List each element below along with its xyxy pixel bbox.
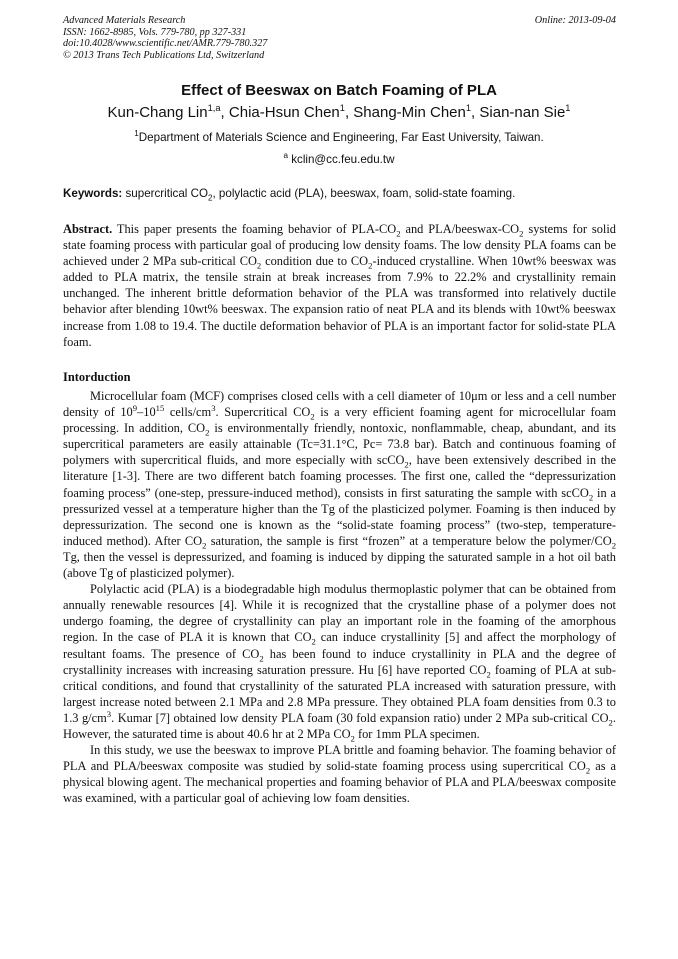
paragraph-subscript: 2: [259, 652, 264, 663]
paragraph-text: . Kumar [7] obtained low density PLA foam (30 fold expansion ratio) under 2 MPa sub-critical CO: [111, 710, 609, 725]
paragraph-superscript: 15: [155, 402, 165, 413]
paragraph-subscript: 2: [486, 669, 491, 680]
paragraph-subscript: 2: [585, 765, 591, 776]
paragraph-text: Microcellular foam (MCF) comprises closed cells with a cell diameter of 10μm or less and a cell number density of 10: [63, 389, 616, 420]
abstract-label: Abstract.: [63, 222, 113, 236]
author-separator: ,: [344, 104, 354, 121]
intro-paragraph: [63, 388, 616, 581]
introduction-body: [63, 388, 616, 806]
affiliation-text: Department of Materials Science and Engineering, Far East University, Taiwan.: [138, 131, 544, 144]
abstract: [63, 221, 616, 350]
paragraph-text: –10: [137, 405, 156, 420]
author-separator: ,: [471, 104, 480, 121]
abstract-subscript: 2: [519, 228, 524, 239]
paragraph-text: is environmentally friendly, nontoxic, nonflammable, cheap, abundant, and its supercritical parameters are easily attainable (Tc=31.1°C, Pc= 73.8 bar). Batch and continuous foaming of polymers with supercritical fluids, and more especially with scCO: [63, 421, 617, 468]
author-affiliation-mark: 1: [465, 103, 472, 113]
paragraph-text: as a physical blowing agent. The mechanical properties and foaming behavior of PLA and PLA/beeswax composite was examined, with a particular goal of achieving low foam densities.: [63, 759, 616, 806]
paragraph-text: In this study, we use the beeswax to improve PLA brittle and foaming behavior. The foaming behavior of PLA and PLA/beeswax composite was studied by solid-state foaming process using supercritical CO: [63, 743, 616, 774]
abstract-text: This paper presents the foaming behavior of PLA-CO: [112, 222, 397, 236]
paragraph-text: , have been extensively described in the literature [1-3]. There are two different batch foaming processes. The first one, called the “depressurization foaming process” (one-step, pressure-induced method), consists in first saturating the sample with scCO: [63, 453, 616, 500]
journal-header: [63, 15, 616, 61]
intro-paragraph: [63, 742, 616, 806]
author-name: Chia-Hsun Chen: [228, 104, 340, 121]
author-affiliation-mark: 1,a: [207, 103, 221, 113]
paragraph-text: in a pressurized vessel at a temperature higher than the Tg of the plasticized polymer. Foaming is then induced by depressurization. The second one is known as the “solid-state foaming process” (two-step, temperature-induced method). After CO: [63, 485, 617, 548]
author-separator: ,: [220, 104, 229, 121]
author-email: [0, 153, 678, 166]
paragraph-subscript: 2: [350, 733, 355, 744]
paragraph-text: cells/cm: [164, 405, 212, 420]
paragraph-text: . Supercritical CO: [215, 405, 311, 420]
abstract-subscript: 2: [396, 228, 401, 239]
affiliation-mark: 1: [134, 129, 139, 139]
paragraph-subscript: 2: [202, 540, 207, 551]
paragraph-text: . However, the saturated time is about 40.6 hr at 2 MPa CO: [63, 710, 616, 741]
online-date: Online: 2013-09-04: [534, 15, 616, 26]
paragraph-superscript: 3: [106, 708, 112, 719]
abstract-subscript: 2: [368, 260, 373, 271]
paragraph-superscript: 9: [132, 402, 138, 413]
abstract-text: condition due to CO: [261, 254, 369, 269]
keywords-subscript: 2: [207, 193, 213, 203]
paragraph-superscript: 3: [211, 402, 216, 413]
abstract-text: and PLA/beeswax-CO: [400, 222, 520, 236]
paragraph-text: for 1mm PLA specimen.: [354, 726, 480, 741]
email-text: kclin@cc.feu.edu.tw: [288, 153, 395, 166]
author-affiliation-mark: 1: [565, 103, 571, 113]
author-affiliation-mark: 1: [339, 103, 345, 113]
doi-line: doi:10.4028/www.scientific.net/AMR.779-780.327: [63, 38, 268, 49]
paragraph-subscript: 2: [311, 636, 316, 647]
keywords-text: supercritical CO: [122, 187, 208, 200]
journal-name: Advanced Materials Research: [63, 15, 186, 26]
email-mark: a: [283, 151, 288, 161]
paragraph-subscript: 2: [608, 717, 613, 728]
paragraph-text: foaming of PLA at sub-critical conditions, and found that crystallinity of the saturated PLA increased with saturation pressure, with largest increase noted between 2.1 MPa and 2.8 MPa pressure. They obtained PLA foam densities from 0.3 to 1.3 g/cm: [63, 662, 616, 725]
paragraph-subscript: 2: [205, 427, 210, 438]
issn-line: ISSN: 1662-8985, Vols. 779-780, pp 327-331: [63, 26, 247, 38]
paragraph-text: Polylactic acid (PLA) is a biodegradable high modulus thermoplastic polymer that can be obtained from annually renewable resources [4]. While it is recognized that the crystalline phase of a polymer does not undergo foaming, the degree of crystallinity can play an important role in the foaming of the amorphous region. In the case of PLA it is known that CO: [63, 582, 616, 645]
keywords: [63, 187, 616, 203]
paragraph-subscript: 2: [611, 540, 617, 551]
keywords-label: Keywords:: [63, 187, 123, 200]
intro-paragraph: [63, 581, 616, 742]
paragraph-subscript: 2: [310, 411, 315, 422]
paragraph-text: has been found to induce crystallinity in PLA and the degree of crystallinity increases with increasing saturation pressure. Hu [6] have reported CO: [63, 646, 616, 677]
affiliation: [0, 131, 678, 144]
abstract-subscript: 2: [256, 260, 262, 271]
copyright-line: © 2013 Trans Tech Publications Ltd, Switzerland: [63, 49, 265, 61]
paragraph-text: can induce crystallinity [5] and affect the morphology of resultant foams. The presence of CO: [63, 630, 616, 661]
paragraph-text: saturation, the sample is first “frozen” at a temperature below the polymer/CO: [206, 533, 612, 548]
paragraph-text: is a very efficient foaming agent for microcellular foam processing. In addition, CO: [63, 405, 617, 436]
keywords-text: , polylactic acid (PLA), beeswax, foam, solid-state foaming.: [212, 187, 516, 200]
author-name: Sian-nan Sie: [479, 104, 566, 121]
paragraph-text: Tg, then the vessel is depressurized, and foaming is induced by dipping the saturated sample in a hot oil bath (above Tg of plasticized polymer).: [63, 549, 616, 581]
author-list: [0, 104, 678, 121]
section-heading: Intorduction: [63, 370, 131, 384]
abstract-text: systems for solid state foaming process with particular goal of producing low density foams. The low density PLA foams can be achieved under 2 MPa sub-critical CO: [63, 222, 616, 269]
author-name: Shang-Min Chen: [353, 104, 466, 121]
author-name: Kun-Chang Lin: [107, 104, 208, 121]
paper-title: Effect of Beeswax on Batch Foaming of PLA: [181, 82, 497, 99]
paragraph-subscript: 2: [404, 459, 409, 470]
abstract-text: -induced crystalline. When 10wt% beeswax was added to PLA matrix, the tensile strain at break increases from 7.9% to 22.2% and crystallinity remain unchanged. The inherent brittle deformation behavior of the PLA was transformed into relatively ductile behavior after blending 10wt% beeswax. The expansion ratio of neat PLA and its blends with 10wt% beeswax increase from 1.08 to 19.4. The ductile deformation behavior of PLA is an important factor for solid-state PLA foam.: [63, 254, 617, 349]
paragraph-subscript: 2: [588, 492, 594, 503]
